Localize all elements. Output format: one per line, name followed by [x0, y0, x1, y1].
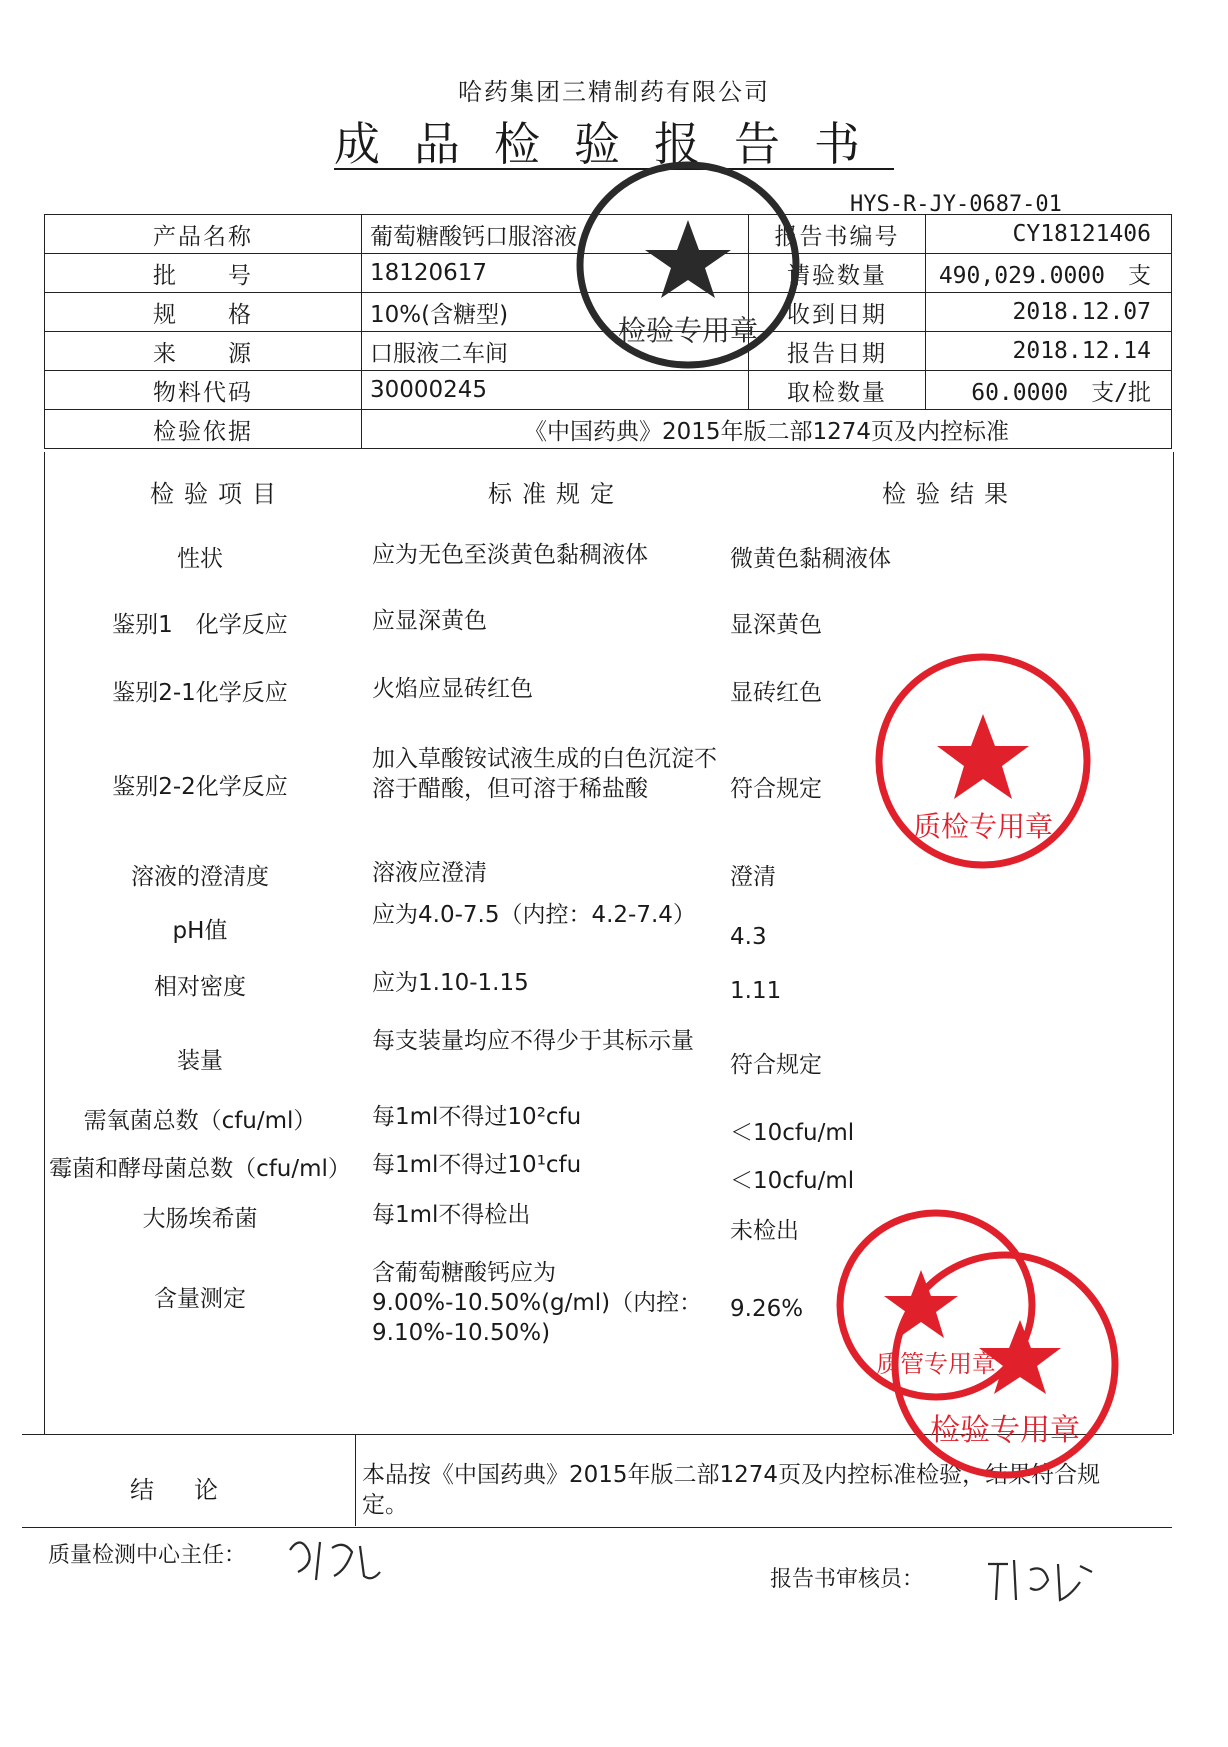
item-result: 4.3	[730, 924, 767, 950]
item-result: 微黄色黏稠液体	[730, 546, 891, 572]
item-result: 显深黄色	[730, 612, 822, 638]
basis-label: 检验依据	[45, 410, 362, 449]
batch-label: 批 号	[45, 254, 362, 293]
svg-text:检验专用章: 检验专用章	[930, 1413, 1080, 1448]
qty-label: 请验数量	[749, 254, 926, 293]
report-date-value: 2018.12.14	[926, 332, 1172, 371]
source-value: 口服液二车间	[362, 332, 749, 371]
column-header-standard: 标准规定	[488, 480, 624, 508]
document-code: HYS-R-JY-0687-01	[850, 192, 1062, 217]
material-label: 物料代码	[45, 371, 362, 410]
svg-text:质管专用章: 质管专用章	[876, 1350, 996, 1378]
conclusion-divider	[355, 1434, 356, 1526]
qty-value: 490,029.0000 支	[926, 254, 1172, 293]
column-header-result: 检验结果	[882, 480, 1018, 508]
item-name: 装量	[177, 1048, 223, 1074]
item-standard: 溶液应澄清	[372, 860, 487, 886]
conclusion-text: 本品按《中国药典》2015年版二部1274页及内控标准检验，结果符合规定。	[362, 1462, 1101, 1518]
sample-label: 取检数量	[749, 371, 926, 410]
item-standard: 应显深黄色	[372, 608, 487, 634]
item-standard: 应为1.10-1.15	[372, 970, 529, 996]
item-name: 鉴别1 化学反应	[112, 612, 288, 638]
item-name: 大肠埃希菌	[142, 1206, 258, 1232]
item-result: 澄清	[730, 864, 776, 890]
item-standard: 应为4.0-7.5（内控：4.2-7.4）	[372, 902, 696, 928]
conclusion-label: 结论	[130, 1476, 258, 1504]
material-value: 30000245	[362, 371, 749, 410]
reviewer-signature	[980, 1550, 1100, 1610]
director-signature-label: 质量检测中心主任：	[48, 1543, 247, 1568]
item-name: 鉴别2-2化学反应	[112, 774, 288, 800]
batch-value: 18120617	[362, 254, 749, 293]
page-title: 成品检验报告书	[334, 117, 894, 171]
item-name: 鉴别2-1化学反应	[112, 680, 288, 706]
item-standard: 加入草酸铵试液生成的白色沉淀不溶于醋酸，但可溶于稀盐酸	[372, 746, 717, 802]
item-name: 性状	[177, 546, 223, 572]
inspection-center-stamp	[880, 1240, 1130, 1490]
item-result: 显砖红色	[730, 680, 822, 706]
spec-value: 10%(含糖型)	[362, 293, 749, 332]
item-name: 含量测定	[154, 1286, 246, 1312]
spec-label: 规 格	[45, 293, 362, 332]
director-signature	[280, 1530, 390, 1590]
item-standard: 每1ml不得过10¹cfu	[372, 1152, 582, 1178]
item-result: ＜10cfu/ml	[730, 1120, 855, 1146]
item-standard: 每支装量均应不得少于其标示量	[372, 1028, 694, 1054]
item-standard: 含葡萄糖酸钙应为9.00%-10.50%(g/ml)（内控：9.10%-10.50%)	[372, 1260, 703, 1346]
basis-value: 《中国药典》2015年版二部1274页及内控标准	[362, 410, 1172, 449]
marketing-co-stamp	[868, 646, 1098, 876]
report-no-label: 报告书编号	[749, 215, 926, 254]
product-name-value: 葡萄糖酸钙口服溶液	[362, 215, 749, 254]
reviewer-signature-label: 报告书审核员：	[770, 1567, 925, 1592]
item-standard: 每1ml不得过10²cfu	[372, 1104, 582, 1130]
source-label: 来 源	[45, 332, 362, 371]
product-name-label: 产品名称	[45, 215, 362, 254]
company-name: 哈药集团三精制药有限公司	[458, 78, 770, 106]
item-name: 霉菌和酵母菌总数（cfu/ml）	[49, 1156, 351, 1182]
item-result: 符合规定	[730, 1052, 822, 1078]
item-result: ＜10cfu/ml	[730, 1168, 855, 1194]
recv-date-label: 收到日期	[749, 293, 926, 332]
quality-dept-stamp	[568, 150, 808, 380]
report-date-label: 报告日期	[749, 332, 926, 371]
table-row	[45, 410, 1172, 449]
item-name: pH值	[172, 918, 228, 944]
item-standard: 应为无色至淡黄色黏稠液体	[372, 542, 648, 568]
item-result: 9.26%	[730, 1296, 804, 1322]
svg-text:质检专用章: 质检专用章	[912, 810, 1054, 843]
item-result: 符合规定	[730, 776, 822, 802]
item-name: 需氧菌总数（cfu/ml）	[83, 1108, 317, 1134]
sample-value: 60.0000 支/批	[926, 371, 1172, 410]
item-standard: 火焰应显砖红色	[372, 676, 533, 702]
item-result: 未检出	[730, 1218, 799, 1244]
report-no-value: CY18121406	[926, 215, 1172, 254]
item-name: 相对密度	[154, 974, 246, 1000]
item-standard: 每1ml不得检出	[372, 1202, 531, 1228]
item-result: 1.11	[730, 978, 782, 1004]
item-name: 溶液的澄清度	[131, 864, 269, 890]
recv-date-value: 2018.12.07	[926, 293, 1172, 332]
column-header-item: 检验项目	[150, 480, 286, 508]
svg-text:检验专用章: 检验专用章	[617, 314, 759, 347]
